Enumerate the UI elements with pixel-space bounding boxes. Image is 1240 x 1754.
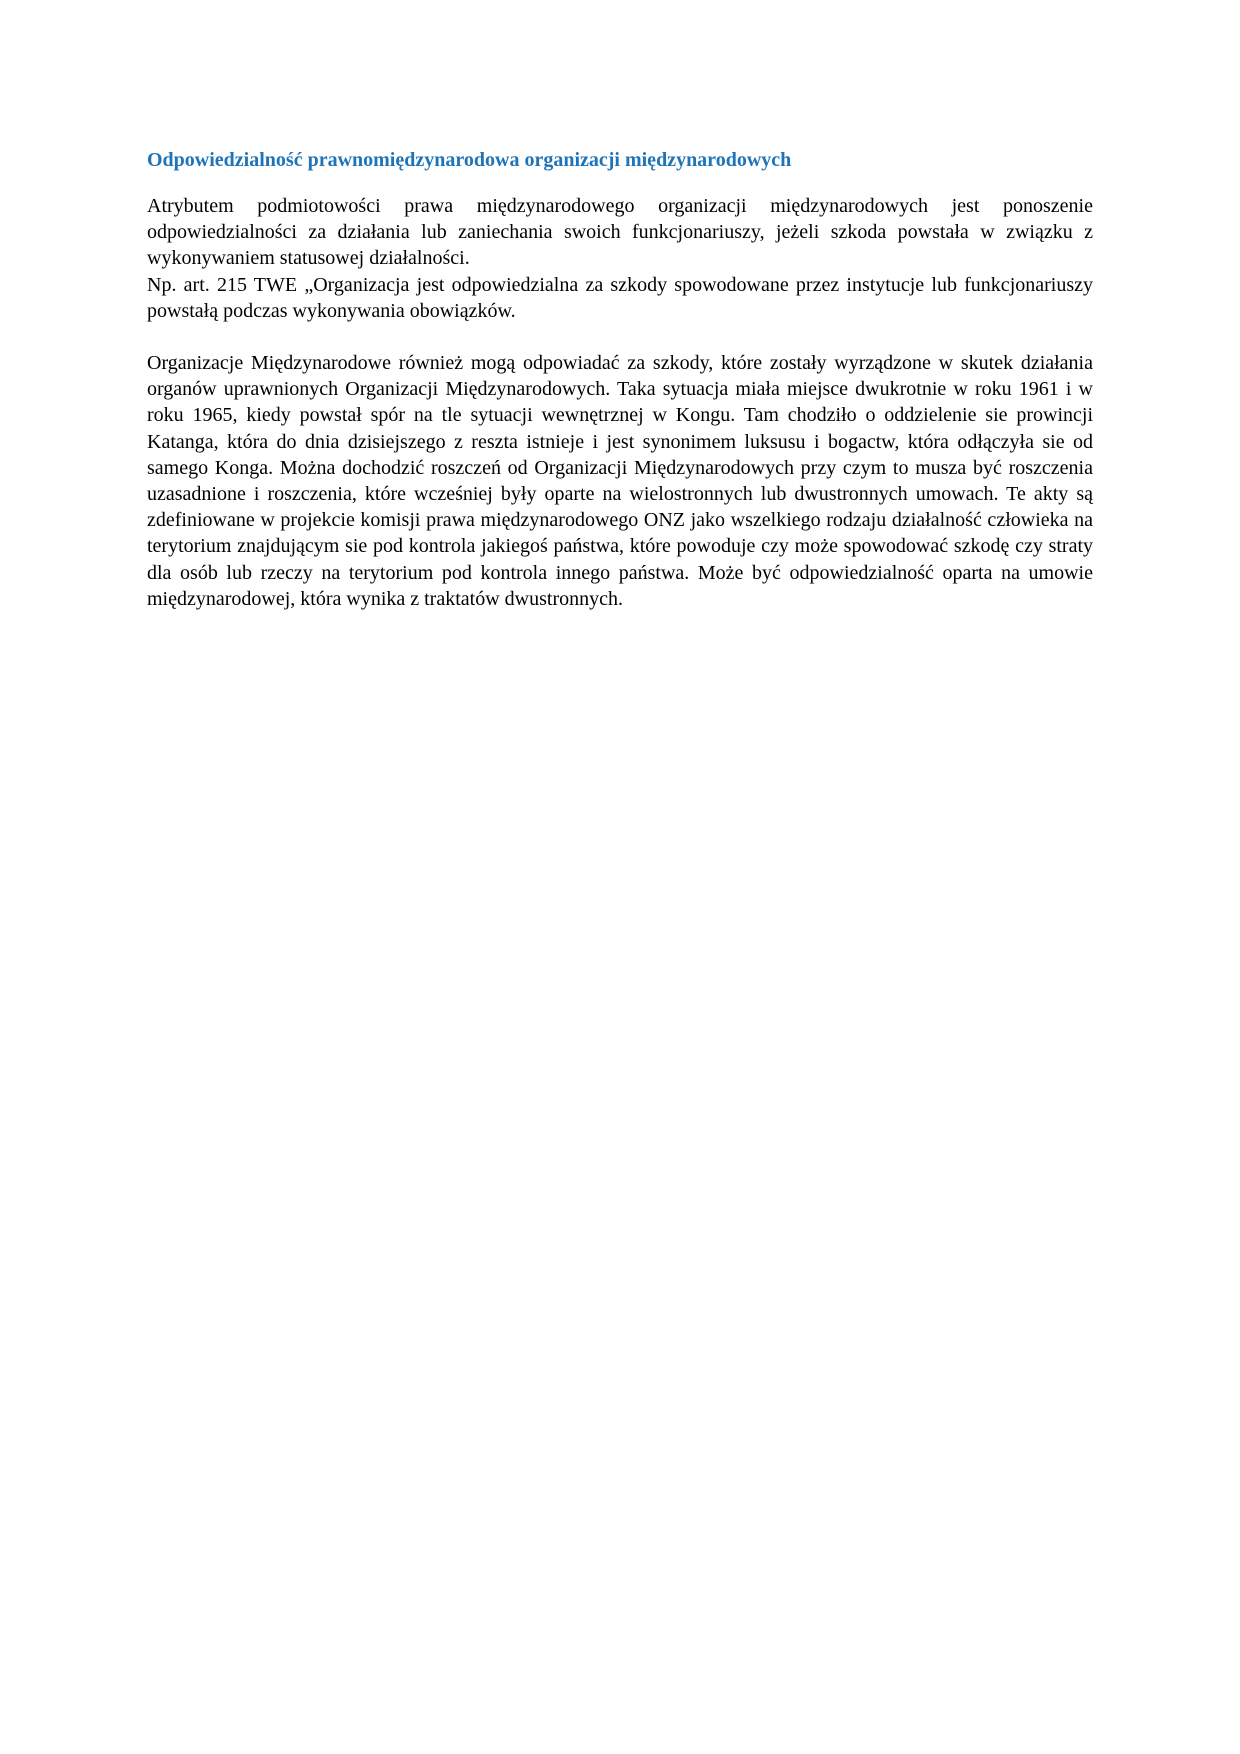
- paragraph-spacer: [147, 324, 1093, 350]
- paragraph-twe-article-215: Np. art. 215 TWE „Organizacja jest odpowiedzialna za szkody spowodowane przez instytucje lub funkcjonariuszy powstałą podczas wykonywania obowiązków.: [147, 273, 1093, 322]
- document-title: Odpowiedzialność prawnomiędzynarodowa organizacji międzynarodowych: [147, 149, 792, 171]
- paragraph-attribute-of-subjectivity: Atrybutem podmiotowości prawa międzynarodowego organizacji międzynarodowych jest ponoszenie odpowiedzialności za działania lub zaniechania swoich funkcjonariuszy, jeżeli szkoda powstała w związku z wykonywaniem statusowej działalności.: [147, 195, 1093, 270]
- paragraph-congo-katanga-case: Organizacje Międzynarodowe również mogą odpowiadać za szkody, które zostały wyrządzone w skutek działania organów uprawnionych Organizacji Międzynarodowych. Taka sytuacja miała miejsce dwukrotnie w roku 1961 i w roku 1965, kiedy powstał spór na tle sytuacji wewnętrznej w Kongu. Tam chodziło o oddzielenie sie prowincji Katanga, która do dnia dzisiejszego z reszta istnieje i jest synonimem luksusu i bogactw, która odłączyła sie od samego Konga. Można dochodzić roszczeń od Organizacji Międzynarodowych przy czym to musza być roszczenia uzasadnione i roszczenia, które wcześniej były oparte na wielostronnych lub dwustronnych umowach. Te akty są zdefiniowane w projekcie komisji prawa międzynarodowego ONZ jako wszelkiego rodzaju działalność człowieka na terytorium znajdującym sie pod kontrola jakiegoś państwa, które powoduje czy może spowodować szkodę czy straty dla osób lub rzeczy na terytorium pod kontrola innego państwa. Może być odpowiedzialność oparta na umowie międzynarodowej, która wynika z traktatów dwustronnych.: [147, 352, 1093, 610]
- document-body: [147, 147, 1093, 612]
